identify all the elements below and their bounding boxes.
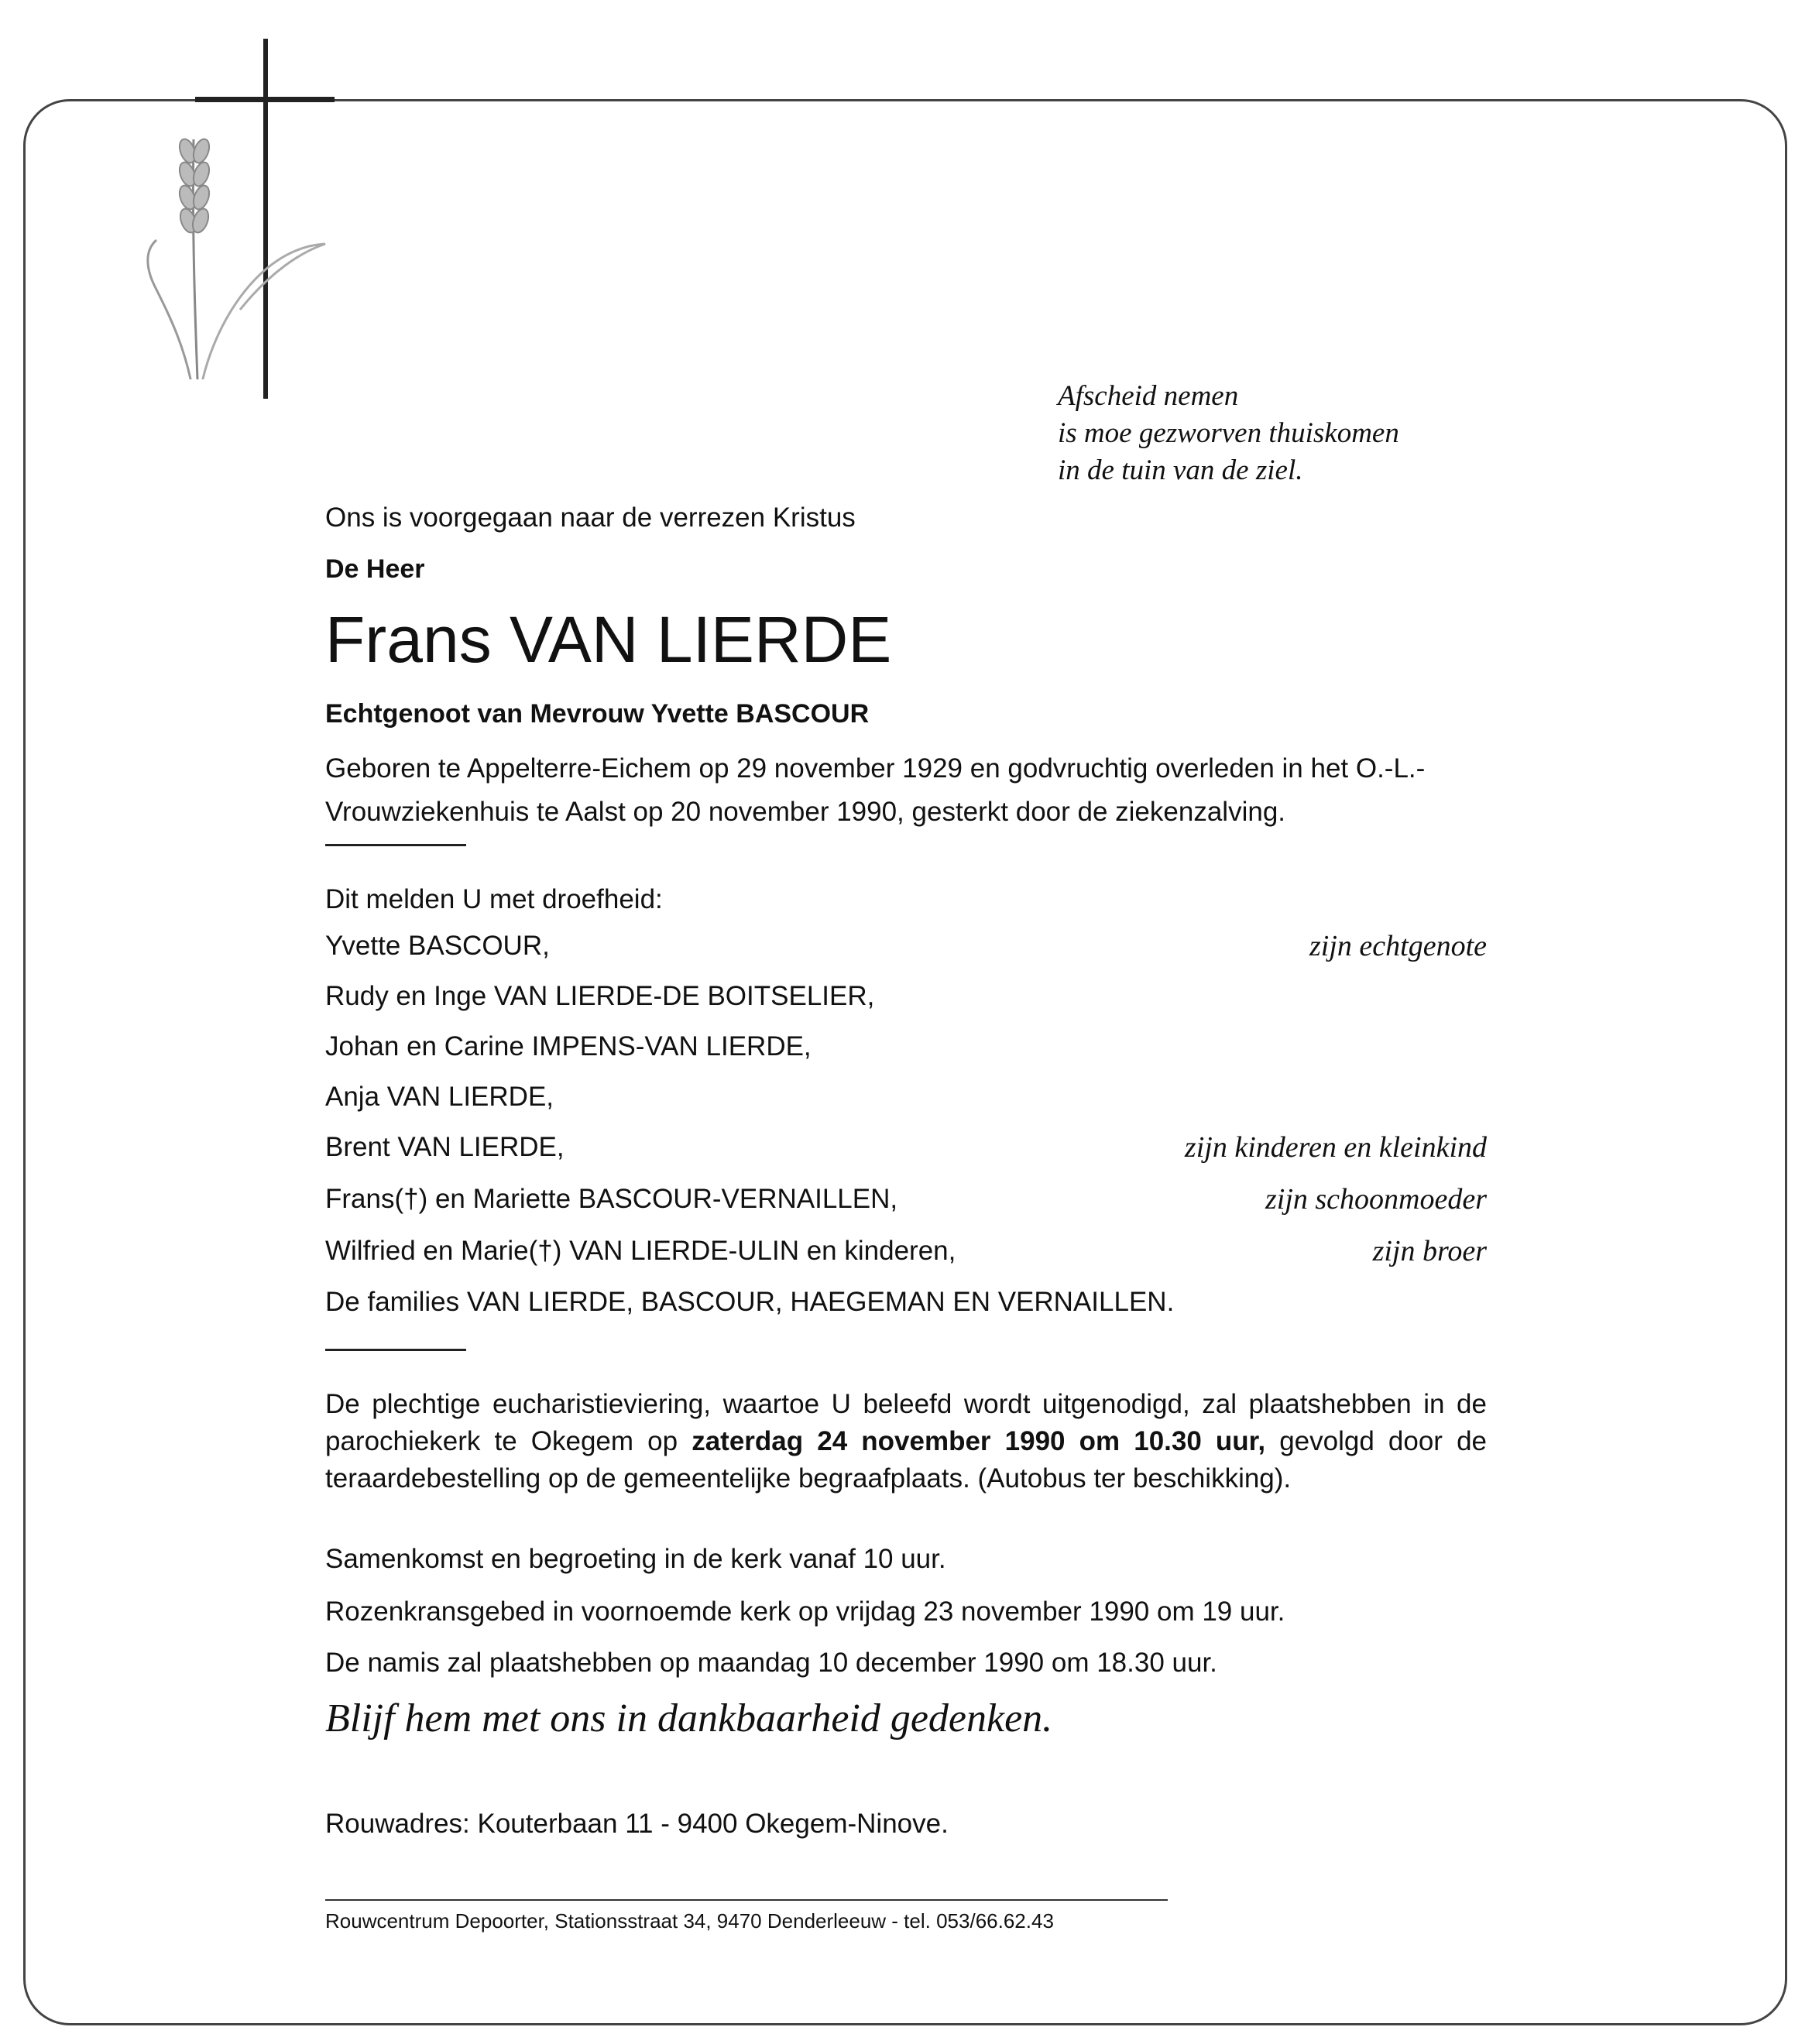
funeral-home-footer: Rouwcentrum Depoorter, Stationsstraat 34, 9470 Denderleeuw - tel. 053/66.62.43	[325, 1909, 1054, 1933]
spouse-line: Echtgenoot van Mevrouw Yvette BASCOUR	[325, 699, 870, 729]
family-row	[325, 1182, 1487, 1226]
cross-bar	[195, 97, 335, 102]
family-row	[325, 1080, 1487, 1123]
family-relation: zijn schoonmoeder	[1265, 1183, 1487, 1216]
ceremony-text-part: De plechtige eucharistieviering, waartoe U beleefd wordt uitgenodigd, zal plaatshebben in de parochiekerk te Okegem op	[325, 1389, 1487, 1456]
family-row	[325, 1234, 1487, 1278]
poem-line: in de tuin van de ziel.	[1058, 454, 1303, 486]
divider	[325, 1349, 466, 1351]
ceremony-date: zaterdag 24 november 1990 om 10.30 uur,	[692, 1426, 1266, 1456]
family-name: Wilfried en Marie(†) VAN LIERDE-ULIN en kinderen,	[325, 1236, 956, 1266]
family-row	[325, 1130, 1487, 1174]
family-name: Johan en Carine IMPENS-VAN LIERDE,	[325, 1031, 812, 1061]
meeting-text: Samenkomst en begroeting in de kerk vanaf 10 uur.	[325, 1544, 946, 1574]
birth-death-text: Geboren te Appelterre-Eichem op 29 november 1929 en godvruchtig overleden in het O.-L.-Vrouwziekenhuis te Aalst op 20 november 1990, gesterkt door de ziekenzalving.	[325, 753, 1426, 827]
family-relation: zijn echtgenote	[1309, 930, 1487, 962]
family-relation: zijn broer	[1372, 1235, 1487, 1267]
poem-line: is moe gezworven thuiskomen	[1058, 417, 1399, 449]
family-name: Brent VAN LIERDE,	[325, 1132, 565, 1162]
deceased-name: Frans VAN LIERDE	[325, 603, 892, 676]
ceremony-text-part: gevolgd door de teraardebestelling op de gemeentelijke begraafplaats. (Autobus ter beschikking).	[325, 1426, 1487, 1494]
wheat-icon	[139, 116, 341, 379]
family-name: Anja VAN LIERDE,	[325, 1082, 554, 1112]
family-name: De families VAN LIERDE, BASCOUR, HAEGEMAN EN VERNAILLEN.	[325, 1287, 1175, 1317]
footer-divider	[325, 1899, 1168, 1901]
honorific: De Heer	[325, 554, 425, 584]
ceremony-text	[325, 1386, 1487, 1497]
mass-text: De namis zal plaatshebben op maandag 10 december 1990 om 18.30 uur.	[325, 1648, 1217, 1678]
family-row	[325, 979, 1487, 1023]
family-name: Frans(†) en Mariette BASCOUR-VERNAILLEN,	[325, 1184, 898, 1214]
family-row	[325, 1030, 1487, 1073]
family-relation: zijn kinderen en kleinkind	[1184, 1131, 1487, 1164]
announce-text: Dit melden U met droefheid:	[325, 884, 663, 914]
poem-line: Afscheid nemen	[1058, 380, 1239, 412]
family-name: Yvette BASCOUR,	[325, 931, 550, 961]
poem	[1058, 378, 1600, 489]
rosary-text: Rozenkransgebed in voornoemde kerk op vrijdag 23 november 1990 om 19 uur.	[325, 1596, 1285, 1627]
intro-text: Ons is voorgegaan naar de verrezen Kristus	[325, 502, 856, 533]
divider	[325, 844, 466, 846]
mourning-address: Rouwadres: Kouterbaan 11 - 9400 Okegem-Ninove.	[325, 1809, 949, 1839]
family-name: Rudy en Inge VAN LIERDE-DE BOITSELIER,	[325, 981, 875, 1011]
closing-line: Blijf hem met ons in dankbaarheid gedenken.	[325, 1696, 1053, 1740]
family-row	[325, 929, 1487, 972]
family-row	[325, 1285, 1487, 1329]
